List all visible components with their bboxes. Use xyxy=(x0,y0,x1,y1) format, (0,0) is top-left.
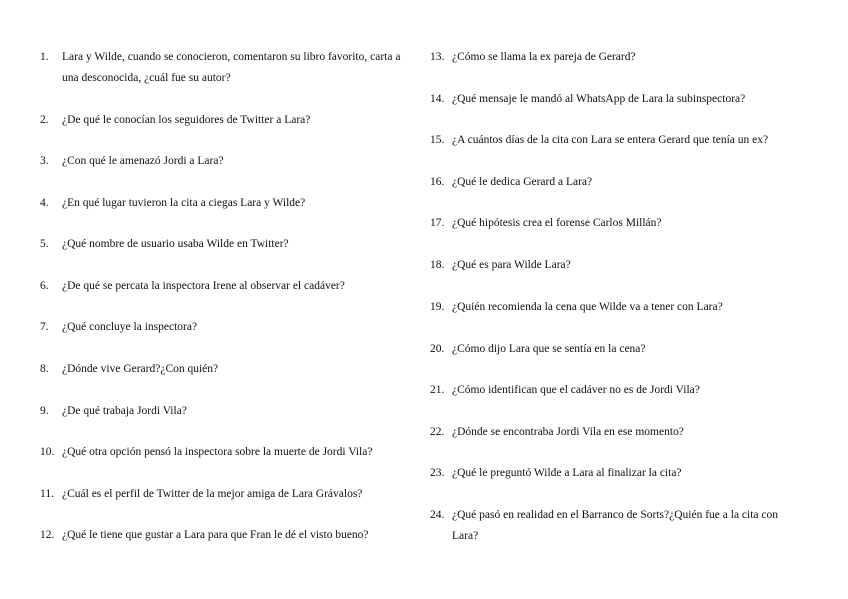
question-text: ¿Qué hipótesis crea el forense Carlos Millán? xyxy=(452,217,662,229)
question-number: 6. xyxy=(40,280,49,292)
question-item xyxy=(430,463,802,484)
question-text: Lara y Wilde, cuando se conocieron, comentaron su libro favorito, carta a una desconocida, ¿cuál fue su autor? xyxy=(62,51,401,84)
question-number: 8. xyxy=(40,363,49,375)
question-item xyxy=(430,89,802,110)
question-text: ¿De qué trabaja Jordi Vila? xyxy=(62,405,187,417)
question-number: 2. xyxy=(40,114,49,126)
question-text: ¿Cómo identifican que el cadáver no es de Jordi Vila? xyxy=(452,384,700,396)
question-text: ¿Qué es para Wilde Lara? xyxy=(452,259,571,271)
question-number: 7. xyxy=(40,321,49,333)
question-text: ¿Qué mensaje le mandó al WhatsApp de Lara la subinspectora? xyxy=(452,93,746,105)
question-number: 16. xyxy=(430,176,445,188)
question-item xyxy=(430,380,802,401)
question-text: ¿En qué lugar tuvieron la cita a ciegas Lara y Wilde? xyxy=(62,197,306,209)
question-item xyxy=(40,484,410,505)
question-number: 17. xyxy=(430,217,445,229)
question-item xyxy=(40,401,410,422)
question-number: 5. xyxy=(40,238,49,250)
question-number: 1. xyxy=(40,51,49,63)
question-item xyxy=(40,151,410,172)
question-text: ¿Dónde vive Gerard?¿Con quién? xyxy=(62,363,219,375)
question-item xyxy=(430,297,802,318)
question-item xyxy=(40,317,410,338)
question-text: ¿Quién recomienda la cena que Wilde va a tener con Lara? xyxy=(452,301,723,313)
question-item xyxy=(40,47,410,89)
question-item xyxy=(40,276,410,297)
question-text: ¿Qué concluye la inspectora? xyxy=(62,321,198,333)
question-item xyxy=(40,110,410,131)
question-number: 24. xyxy=(430,509,445,521)
question-text: ¿A cuántos días de la cita con Lara se entera Gerard que tenía un ex? xyxy=(452,134,769,146)
question-number: 14. xyxy=(430,93,445,105)
question-item xyxy=(430,339,802,360)
question-number: 10. xyxy=(40,446,55,458)
question-number: 19. xyxy=(430,301,445,313)
question-number: 22. xyxy=(430,426,445,438)
question-item xyxy=(430,255,802,276)
question-number: 4. xyxy=(40,197,49,209)
question-number: 9. xyxy=(40,405,49,417)
question-item xyxy=(40,359,410,380)
question-text: ¿Qué otra opción pensó la inspectora sobre la muerte de Jordi Vila? xyxy=(62,446,373,458)
question-text: ¿Qué le dedica Gerard a Lara? xyxy=(452,176,593,188)
question-number: 3. xyxy=(40,155,49,167)
question-text: ¿Cuál es el perfil de Twitter de la mejor amiga de Lara Grávalos? xyxy=(62,488,363,500)
question-text: ¿Con qué le amenazó Jordi a Lara? xyxy=(62,155,224,167)
question-item xyxy=(40,193,410,214)
question-number: 21. xyxy=(430,384,445,396)
question-text: ¿De qué le conocían los seguidores de Twitter a Lara? xyxy=(62,114,311,126)
question-number: 12. xyxy=(40,529,55,541)
question-item xyxy=(40,525,410,546)
question-item xyxy=(430,47,802,68)
question-text: ¿Qué le preguntó Wilde a Lara al finalizar la cita? xyxy=(452,467,682,479)
question-item xyxy=(430,130,802,151)
question-text: ¿Qué le tiene que gustar a Lara para que Fran le dé el visto bueno? xyxy=(62,529,369,541)
question-number: 20. xyxy=(430,343,445,355)
question-item xyxy=(430,422,802,443)
question-item xyxy=(430,505,802,547)
question-number: 23. xyxy=(430,467,445,479)
question-item xyxy=(40,234,410,255)
question-number: 13. xyxy=(430,51,445,63)
question-number: 18. xyxy=(430,259,445,271)
question-item xyxy=(430,213,802,234)
question-text: ¿De qué se percata la inspectora Irene al observar el cadáver? xyxy=(62,280,345,292)
question-text: ¿Cómo dijo Lara que se sentía en la cena? xyxy=(452,343,646,355)
question-number: 15. xyxy=(430,134,445,146)
question-item xyxy=(430,172,802,193)
question-text: ¿Cómo se llama la ex pareja de Gerard? xyxy=(452,51,636,63)
question-number: 11. xyxy=(40,488,54,500)
question-text: ¿Qué nombre de usuario usaba Wilde en Twitter? xyxy=(62,238,289,250)
question-text: ¿Dónde se encontraba Jordi Vila en ese momento? xyxy=(452,426,684,438)
question-item xyxy=(40,442,410,463)
question-text: ¿Qué pasó en realidad en el Barranco de Sorts?¿Quién fue a la cita con Lara? xyxy=(452,509,779,542)
